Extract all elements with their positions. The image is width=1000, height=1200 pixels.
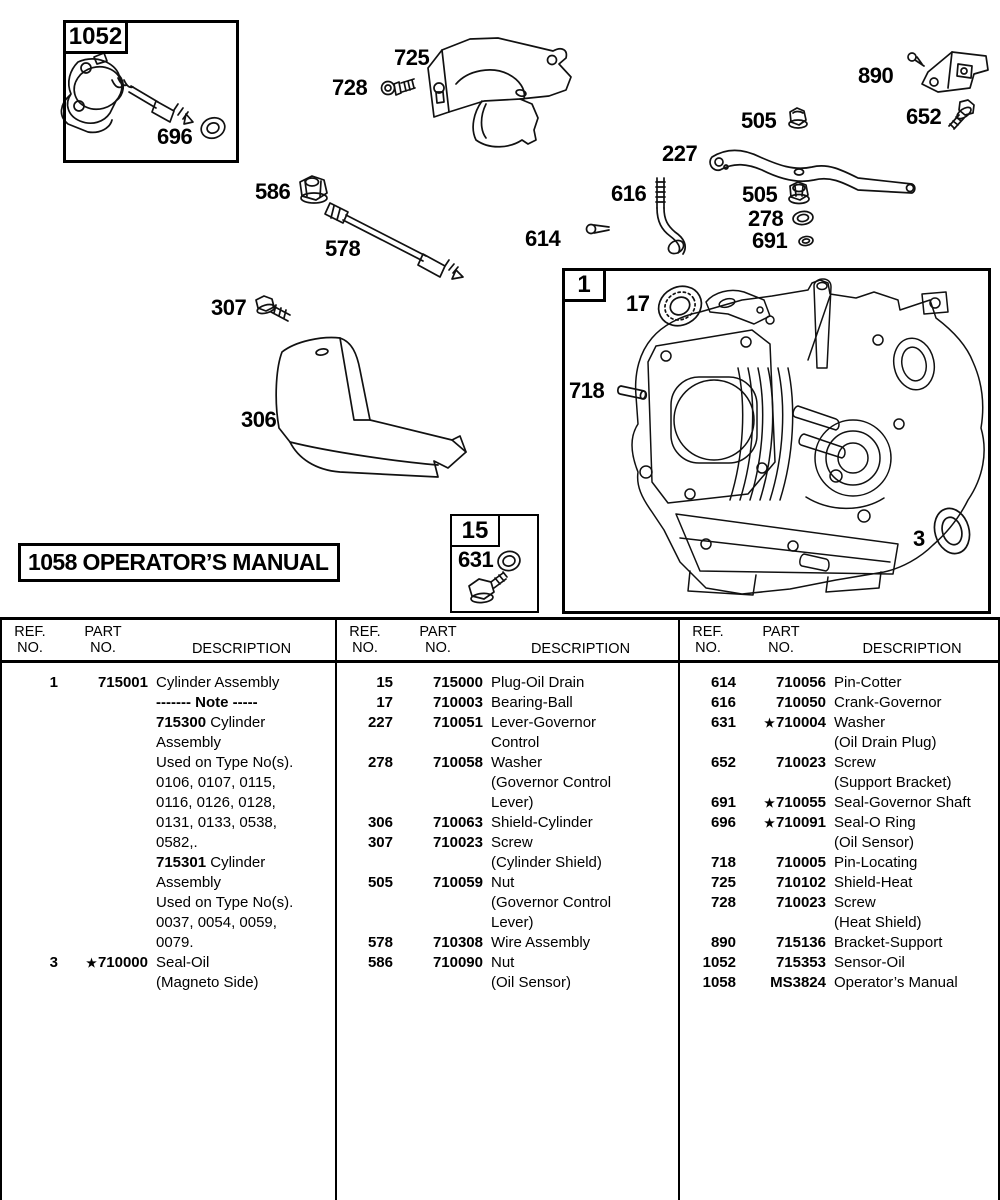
description-cell: Pin-Locating [834,854,918,871]
header-ref-line1: REF. [349,624,381,640]
part-no-cell [393,853,483,873]
description-cell: 0131, 0133, 0538, [156,814,277,831]
description-cell: (Oil Sensor) [834,834,915,851]
ref-no-cell [680,773,736,793]
description-cell: 0116, 0126, 0128, [156,794,276,811]
part-no-cell: 715000 [432,674,483,691]
description-cell: Bracket-Support [834,934,943,951]
table-row [2,713,335,733]
description-cell: Lever) [491,914,534,931]
ref-no-cell [680,913,736,933]
ref-no-cell: 3 [49,954,58,971]
ref-no-cell [2,733,58,753]
header-ref-no [2,624,58,660]
table-row [2,693,335,713]
part-no-cell [58,873,148,893]
ref-no-cell: 616 [710,694,736,711]
ref-no-cell: 631 [710,714,736,731]
part-no-cell [393,733,483,753]
part-no-cell: 710023 [775,894,826,911]
callout-890: 890 [858,63,894,88]
ref-no-cell: 1052 [702,954,736,971]
callout-505-lower: 505 [742,182,778,207]
ref-no-cell: 725 [710,874,736,891]
header-part-no [393,624,483,660]
ref-no-cell: 652 [710,754,736,771]
ref-no-cell: 307 [367,834,393,851]
ref-no-cell: 691 [710,794,736,811]
nut-505-lower-drawing [789,182,809,204]
description-cell: Used on Type No(s). [156,754,294,771]
table-row [2,793,335,813]
ref-no-cell [337,853,393,873]
sensor-inset-label: 1052 [63,20,128,54]
callout-578: 578 [325,236,361,261]
ref-no-cell [2,773,58,793]
operators-manual-box: 1058 OPERATOR’S MANUAL [18,543,340,582]
header-description [826,624,998,660]
table-header [2,620,335,663]
ref-no-cell [337,793,393,813]
table-row [337,953,678,973]
part-no-cell [58,913,148,933]
part-no-cell: 710090 [432,954,483,971]
screw-307-drawing [256,296,290,321]
table-rows-column-3 [680,663,998,993]
header-part-line2: NO. [425,640,451,656]
part-no-cell: ★710091 [764,814,826,831]
ref-no-cell: 17 [376,694,393,711]
cylinder-inset-box [562,268,991,614]
screw-728-drawing [382,79,416,95]
part-no-cell: 710051 [432,714,483,731]
description-cell: 0582,. [156,834,198,851]
table-row [2,913,335,933]
parts-table-column-1 [0,620,337,1200]
table-row [337,693,678,713]
ref-no-cell: 227 [367,714,393,731]
part-no-cell [58,733,148,753]
callout-3: 3 [913,526,925,551]
description-cell: (Heat Shield) [834,914,922,931]
table-row [2,753,335,773]
description-cell: Assembly [156,874,222,891]
service-star-icon: ★ [764,816,775,830]
table-row [680,793,998,813]
description-cell: Bearing-Ball [491,694,573,711]
description-cell: Shield-Heat [834,874,913,891]
cylinder-shield-drawing [276,338,466,477]
ref-no-cell [2,833,58,853]
ref-no-cell [2,893,58,913]
part-no-cell [393,913,483,933]
table-row [680,713,998,733]
header-ref-no [337,624,393,660]
header-part-line1: PART [84,624,122,640]
header-part-line2: NO. [768,640,794,656]
part-no-cell [58,793,148,813]
ref-no-cell [2,793,58,813]
table-row [680,913,998,933]
table-row [337,813,678,833]
description-cell: Plug-Oil Drain [491,674,585,691]
cylinder-inset-label: 1 [562,268,606,302]
table-row [680,813,998,833]
header-ref-line2: NO. [695,640,721,656]
description-cell: 715300 Cylinder [156,714,266,731]
ref-no-cell: 505 [367,874,393,891]
part-no-cell [393,893,483,913]
table-row [337,793,678,813]
table-row [680,893,998,913]
table-row [2,973,335,993]
part-no-cell [393,793,483,813]
description-cell: Screw [834,894,876,911]
ref-no-cell [337,913,393,933]
ref-no-cell [2,853,58,873]
parts-table-column-2 [337,620,680,1200]
part-no-cell: MS3824 [770,974,826,991]
table-row [680,933,998,953]
header-description-text: DESCRIPTION [191,641,292,657]
description-cell: Seal-Oil [156,954,210,971]
ref-no-cell [337,773,393,793]
description-cell: 0037, 0054, 0059, [156,914,277,931]
table-row [337,753,678,773]
part-no-cell [58,753,148,773]
ref-no-cell [680,733,736,753]
ref-no-cell [2,873,58,893]
table-row [337,873,678,893]
part-no-cell: 715001 [97,674,148,691]
table-row [2,933,335,953]
table-row [680,853,998,873]
description-cell: Seal-Governor Shaft [834,794,971,811]
part-no-cell [58,693,148,713]
description-cell: (Magneto Side) [156,974,259,991]
table-row [680,873,998,893]
sensor-inset-box [63,20,239,163]
callout-505-upper: 505 [741,108,777,133]
part-no-cell [393,973,483,993]
table-row [680,673,998,693]
callout-17: 17 [626,291,650,316]
header-ref-line2: NO. [17,640,43,656]
description-cell: Nut [491,874,515,891]
table-row [337,893,678,913]
callout-306: 306 [241,407,277,432]
description-cell: (Support Bracket) [834,774,952,791]
table-header [337,620,678,663]
ref-no-cell [2,713,58,733]
part-no-cell: 710063 [432,814,483,831]
callout-586: 586 [255,179,291,204]
heat-shield-drawing [428,38,571,147]
table-row [680,773,998,793]
callout-616: 616 [611,181,647,206]
description-cell: (Oil Sensor) [491,974,572,991]
description-cell: Control [491,734,540,751]
washer-278-drawing [792,210,814,226]
callout-614: 614 [525,226,561,251]
part-no-cell [58,773,148,793]
part-no-cell [58,853,148,873]
description-cell: Lever) [491,794,534,811]
description-cell: Sensor-Oil [834,954,905,971]
header-part-line1: PART [762,624,800,640]
ref-no-cell: 578 [367,934,393,951]
part-no-cell [58,813,148,833]
header-part-line2: NO. [90,640,116,656]
bracket-support-drawing [908,52,988,92]
header-part-line1: PART [419,624,457,640]
part-no-cell: 710102 [775,874,826,891]
table-row [337,673,678,693]
part-no-cell [58,933,148,953]
callout-728: 728 [332,75,368,100]
description-cell: Assembly [156,734,222,751]
table-row [680,733,998,753]
ref-no-cell [2,753,58,773]
table-row [2,833,335,853]
ref-no-cell: 696 [710,814,736,831]
callout-652: 652 [906,104,942,129]
cotter-pin-drawing [587,225,610,234]
header-description [148,624,335,660]
callout-696: 696 [157,124,193,149]
table-row [337,773,678,793]
header-part-no [736,624,826,660]
nut-505-upper-drawing [789,108,807,128]
table-row [2,873,335,893]
part-no-cell [58,893,148,913]
part-no-cell [58,973,148,993]
part-no-cell [736,913,826,933]
ref-no-cell [680,833,736,853]
part-no-cell [393,773,483,793]
header-description [483,624,678,660]
table-row [2,893,335,913]
callout-725: 725 [394,45,430,70]
service-star-icon: ★ [764,796,775,810]
callout-278: 278 [748,206,784,231]
callout-227: 227 [662,141,698,166]
header-part-no [58,624,148,660]
description-cell: Cylinder Assembly [156,674,280,691]
service-star-icon: ★ [764,716,775,730]
table-row [337,713,678,733]
table-row [337,853,678,873]
table-row [2,953,335,973]
ref-no-cell [2,933,58,953]
description-cell: Used on Type No(s). [156,894,294,911]
table-row [2,813,335,833]
part-no-cell [736,833,826,853]
table-header [680,620,998,663]
header-ref-line1: REF. [14,624,46,640]
description-cell: ------- Note ----- [156,694,258,711]
nut-586-drawing [300,176,327,203]
description-cell: Crank-Governor [834,694,942,711]
description-cell: (Governor Control [491,774,612,791]
part-no-cell: 715353 [775,954,826,971]
ref-no-cell [337,973,393,993]
description-cell: 715301 Cylinder [156,854,266,871]
header-description-text: DESCRIPTION [862,641,962,657]
table-row [2,673,335,693]
part-no-cell: ★710000 [86,954,148,971]
table-row [680,973,998,993]
ref-no-cell: 306 [367,814,393,831]
callout-307: 307 [211,295,247,320]
description-cell: Operator’s Manual [834,974,958,991]
description-cell: Screw [834,754,876,771]
callout-631: 631 [458,547,494,572]
oil-drain-inset-label: 15 [450,514,500,547]
ref-no-cell: 278 [367,754,393,771]
part-no-cell: 710056 [775,674,826,691]
callout-718: 718 [569,378,605,403]
ref-no-cell [2,913,58,933]
description-cell: Screw [491,834,533,851]
ref-no-cell: 728 [710,894,736,911]
description-cell: Washer [834,714,886,731]
table-row [2,773,335,793]
ref-no-cell: 15 [376,674,393,691]
ref-no-cell [337,893,393,913]
ref-no-cell [2,813,58,833]
part-no-cell: ★710055 [764,794,826,811]
header-ref-line2: NO. [352,640,378,656]
table-row [680,753,998,773]
callout-691: 691 [752,228,788,253]
part-no-cell: 710050 [775,694,826,711]
ref-no-cell: 1058 [702,974,736,991]
ref-no-cell: 890 [710,934,736,951]
part-no-cell: 710023 [775,754,826,771]
table-row [337,973,678,993]
table-row [680,953,998,973]
table-row [337,733,678,753]
description-cell: 0106, 0107, 0115, [156,774,276,791]
service-star-icon: ★ [86,956,97,970]
parts-table [0,617,1000,1200]
governor-lever-drawing [710,150,915,193]
ref-no-cell [337,733,393,753]
ref-no-cell: 718 [710,854,736,871]
description-cell: (Cylinder Shield) [491,854,602,871]
table-row [680,833,998,853]
table-row [337,913,678,933]
table-rows-column-2 [337,663,678,993]
part-no-cell: 715136 [775,934,826,951]
description-cell: Lever-Governor [491,714,597,731]
part-no-cell: 710058 [432,754,483,771]
part-no-cell: 710059 [432,874,483,891]
description-cell: Shield-Cylinder [491,814,593,831]
description-cell: Seal-O Ring [834,814,916,831]
part-no-cell: 710005 [775,854,826,871]
description-cell: Wire Assembly [491,934,591,951]
seal-691-drawing [798,236,813,247]
description-cell: Nut [491,954,515,971]
description-cell: (Governor Control [491,894,612,911]
header-description-text: DESCRIPTION [530,641,631,657]
header-ref-no [680,624,736,660]
screw-652-drawing [949,100,974,129]
part-no-cell [58,833,148,853]
part-no-cell: ★710004 [764,714,826,731]
part-no-cell: 710308 [432,934,483,951]
ref-no-cell [2,973,58,993]
parts-table-column-3 [680,620,1000,1200]
ref-no-cell: 1 [49,674,58,691]
crank-governor-drawing [656,178,686,256]
part-no-cell [58,713,148,733]
ref-no-cell: 586 [367,954,393,971]
description-cell: (Oil Drain Plug) [834,734,937,751]
ref-no-cell [2,693,58,713]
part-no-cell [736,773,826,793]
table-row [2,853,335,873]
table-row [337,933,678,953]
description-cell: Pin-Cotter [834,674,902,691]
table-row [2,733,335,753]
header-ref-line1: REF. [692,624,724,640]
description-cell: Washer [491,754,543,771]
table-row [337,833,678,853]
table-row [680,693,998,713]
part-no-cell: 710003 [432,694,483,711]
table-rows-column-1 [2,663,335,993]
description-cell: 0079. [156,934,194,951]
part-no-cell: 710023 [432,834,483,851]
ref-no-cell: 614 [710,674,736,691]
part-no-cell [736,733,826,753]
